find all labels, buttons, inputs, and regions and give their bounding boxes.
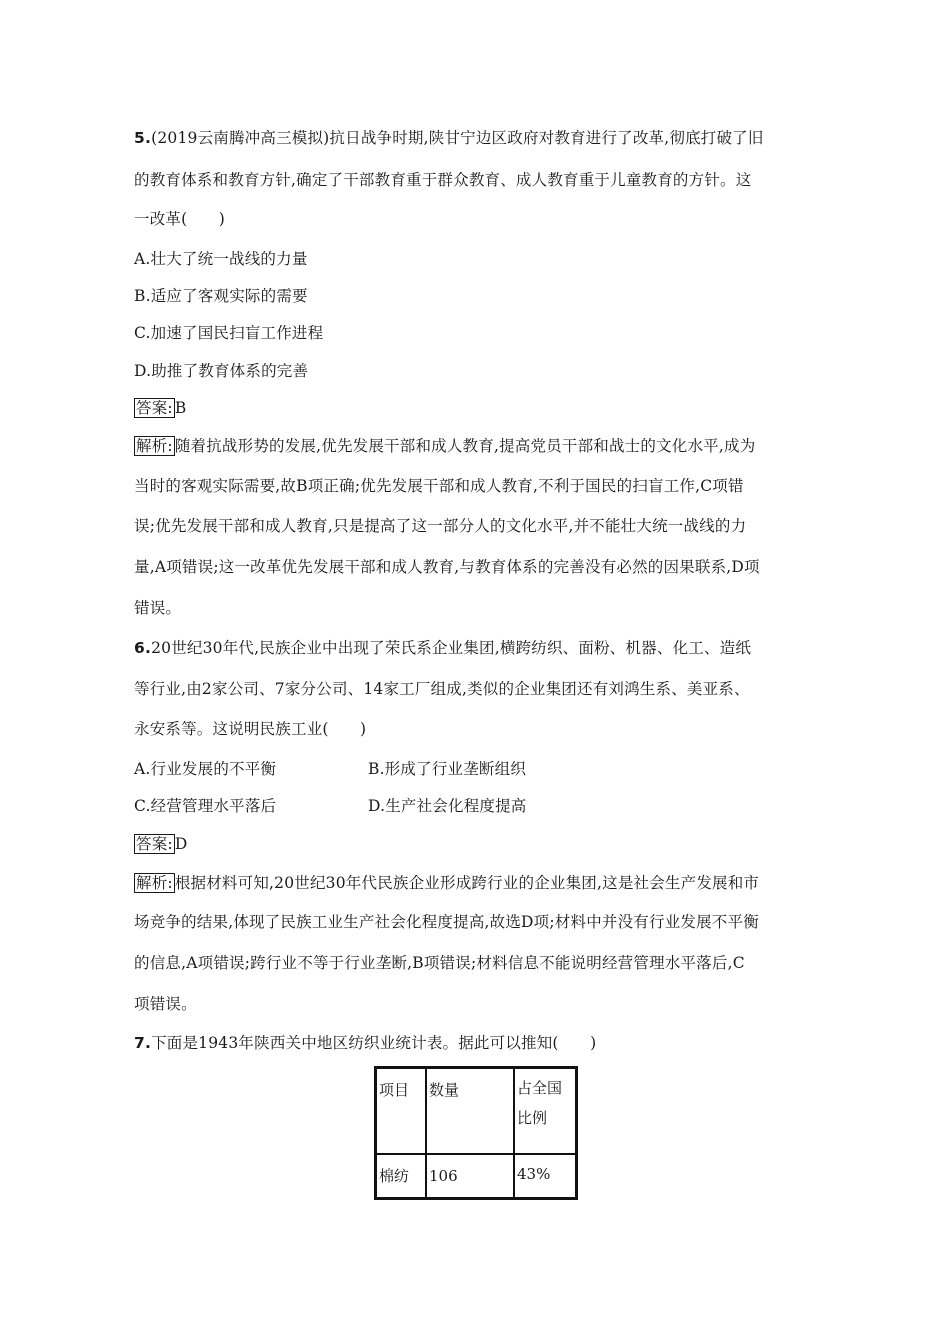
table-cell-share: 43% xyxy=(514,1154,577,1199)
table-cell-quantity: 106 xyxy=(426,1154,514,1199)
q5-answer xyxy=(134,398,824,418)
q6-option-b: B.形成了行业垄断组织 xyxy=(368,760,527,778)
q6-answer-value: D xyxy=(174,835,188,853)
q5-answer-value: B xyxy=(174,399,187,417)
q6-stem-line-1 xyxy=(134,638,824,658)
q5-stem-line-1 xyxy=(134,128,824,148)
q6-option-d: D.生产社会化程度提高 xyxy=(368,797,527,815)
q6-stem-line-3: 永安系等。这说明民族工业( ) xyxy=(134,720,367,738)
table-header-quantity: 数量 xyxy=(426,1068,514,1155)
q6-options-row-1 xyxy=(134,759,824,779)
q7-statistics-table xyxy=(374,1066,578,1200)
q6-answer-label: 答案: xyxy=(136,835,173,853)
table-header-national-share-line-1: 占全国 xyxy=(517,1079,563,1097)
q5-analysis-line-3: 误;优先发展干部和成人教育,只是提高了这一部分人的文化水平,并不能壮大统一战线的力 xyxy=(134,517,747,535)
q6-stem-line-2: 等行业,由2家公司、7家分公司、14家工厂组成,类似的企业集团还有刘鸿生系、美亚系、 xyxy=(134,680,750,698)
table-header-national-share-line-2: 比例 xyxy=(517,1109,548,1127)
table-cell-item: 棉纺 xyxy=(376,1154,427,1199)
q6-options-row-2 xyxy=(134,796,824,816)
q5-stem-text-1: (2019云南腾冲高三模拟)抗日战争时期,陕甘宁边区政府对教育进行了改革,彻底打破了旧 xyxy=(151,129,764,147)
q7-number: 7. xyxy=(134,1034,152,1052)
q5-answer-label: 答案: xyxy=(136,399,173,417)
q5-analysis-line-5: 错误。 xyxy=(134,599,182,617)
q7-stem-text: 下面是1943年陕西关中地区纺织业统计表。据此可以推知( ) xyxy=(151,1034,597,1052)
table-row xyxy=(376,1154,577,1199)
q6-option-a: A.行业发展的不平衡 xyxy=(134,760,277,778)
q5-option-d: D.助推了教育体系的完善 xyxy=(134,362,309,380)
q5-stem-line-2: 的教育体系和教育方针,确定了干部教育重于群众教育、成人教育重于儿童教育的方针。这 xyxy=(134,171,752,189)
q7-stem xyxy=(134,1033,824,1053)
q5-analysis-line-2: 当时的客观实际需要,故B项正确;优先发展干部和成人教育,不利于国民的扫盲工作,C项错 xyxy=(134,477,744,495)
q6-number: 6. xyxy=(134,639,152,657)
q5-option-c: C.加速了国民扫盲工作进程 xyxy=(134,324,324,342)
q5-option-a: A.壮大了统一战线的力量 xyxy=(134,250,308,268)
table-header-national-share xyxy=(514,1068,577,1155)
q6-analysis-label: 解析: xyxy=(136,874,173,892)
q5-option-b: B.适应了客观实际的需要 xyxy=(134,287,308,305)
q6-answer xyxy=(134,834,824,854)
q5-analysis-line-1 xyxy=(134,436,824,456)
q6-analysis-line-4: 项错误。 xyxy=(134,995,197,1013)
q6-stem-text-1: 20世纪30年代,民族企业中出现了荣氏系企业集团,横跨纺织、面粉、机器、化工、造纸 xyxy=(151,639,752,657)
table-header-item: 项目 xyxy=(376,1068,427,1155)
q5-analysis-label: 解析: xyxy=(136,437,173,455)
q6-analysis-line-1 xyxy=(134,873,824,893)
table-header-row xyxy=(376,1068,577,1155)
q6-option-c: C.经营管理水平落后 xyxy=(134,797,277,815)
q5-analysis-text-1: 随着抗战形势的发展,优先发展干部和成人教育,提高党员干部和战士的文化水平,成为 xyxy=(174,437,756,455)
q6-analysis-line-2: 场竞争的结果,体现了民族工业生产社会化程度提高,故选D项;材料中并没有行业发展不平衡 xyxy=(134,913,759,931)
q6-analysis-line-3: 的信息,A项错误;跨行业不等于行业垄断,B项错误;材料信息不能说明经营管理水平落后,C xyxy=(134,954,745,972)
q5-stem-line-3: 一改革( ) xyxy=(134,210,225,228)
q5-analysis-line-4: 量,A项错误;这一改革优先发展干部和成人教育,与教育体系的完善没有必然的因果联系,D项 xyxy=(134,558,760,576)
q5-number: 5. xyxy=(134,129,152,147)
q6-analysis-text-1: 根据材料可知,20世纪30年代民族企业形成跨行业的企业集团,这是社会生产发展和市 xyxy=(174,874,760,892)
